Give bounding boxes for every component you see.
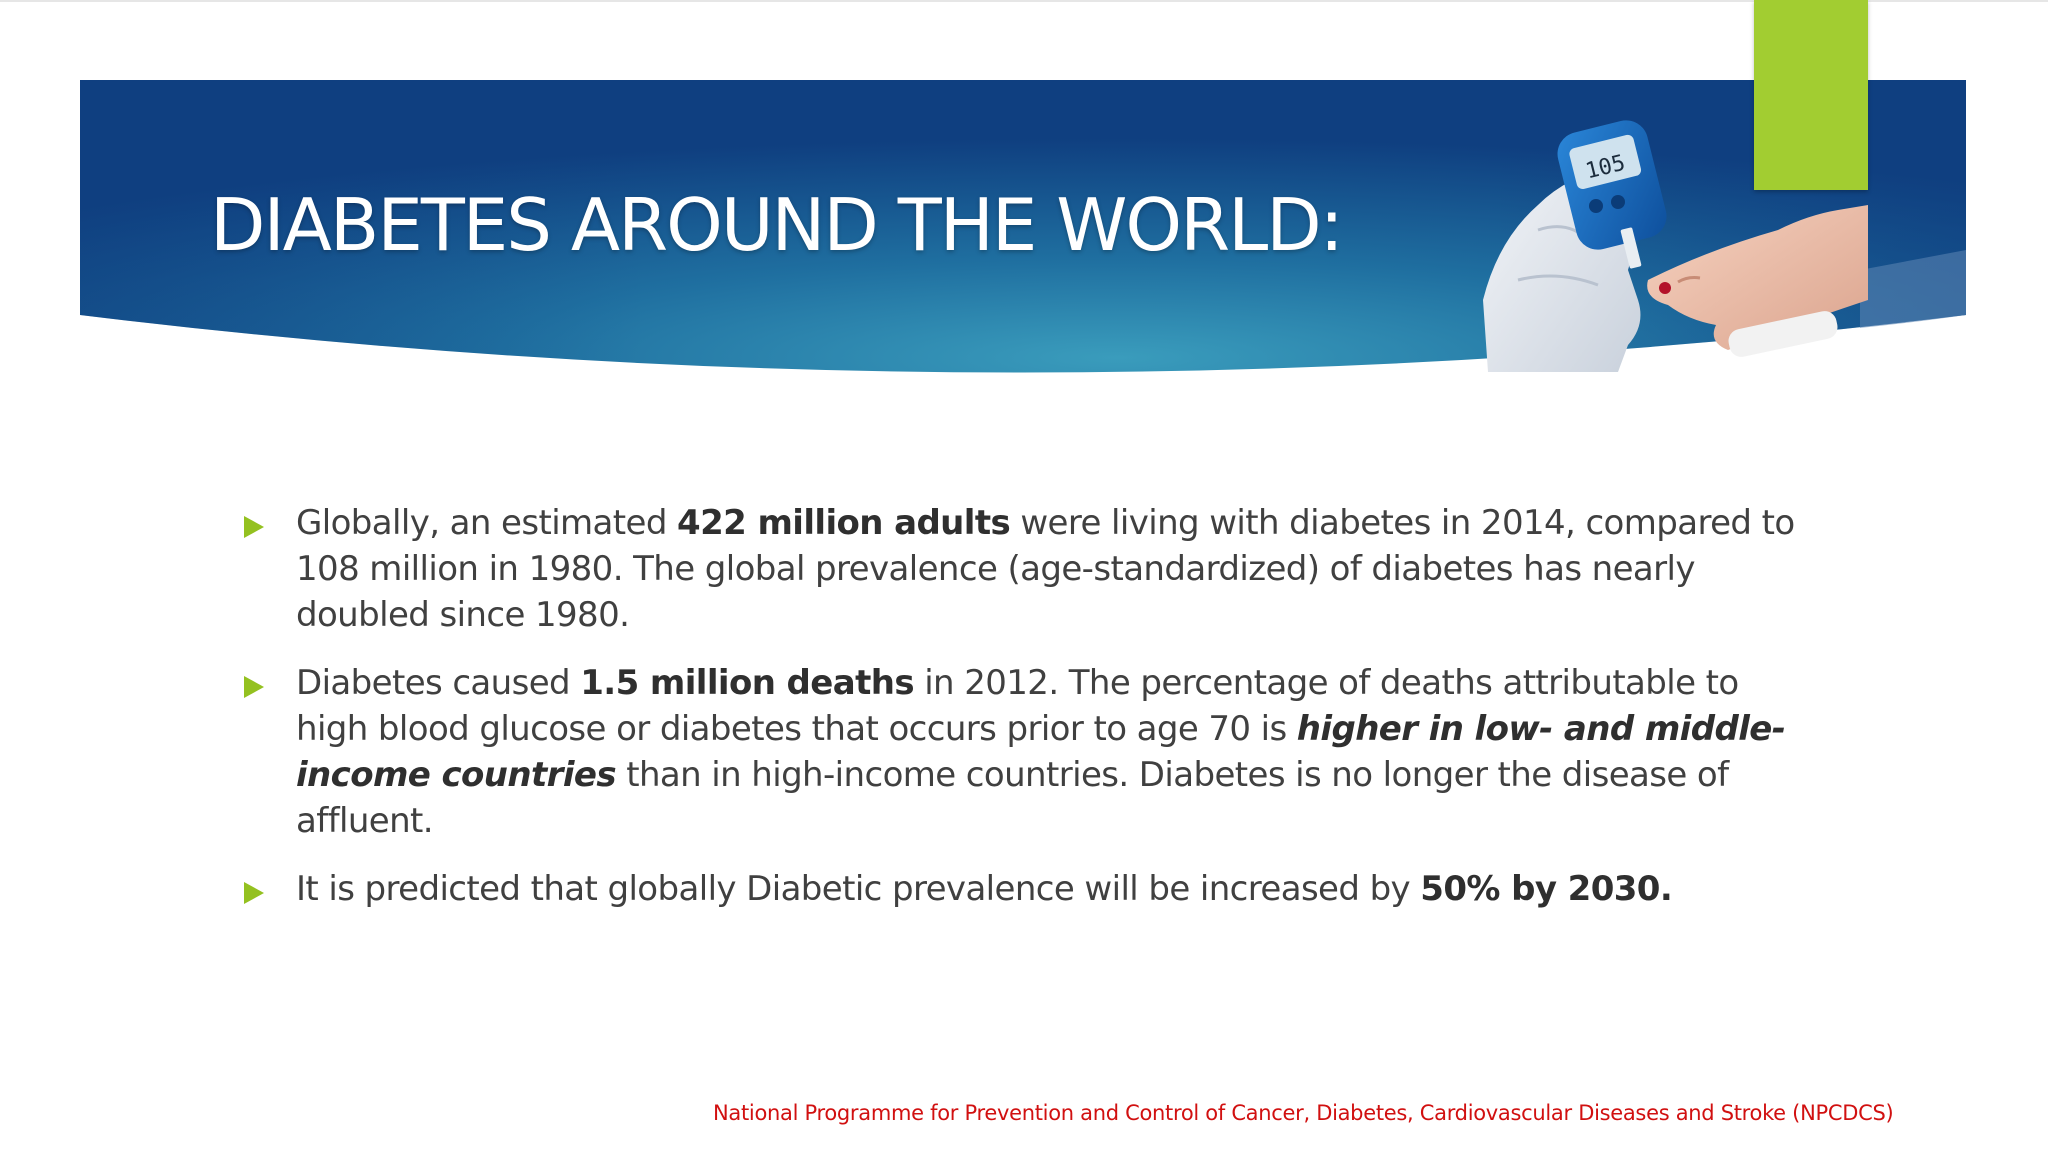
bold-run: 50% by 2030.: [1420, 869, 1673, 909]
bullet-text: [296, 866, 1820, 912]
triangle-right-icon: [244, 882, 264, 904]
triangle-right-icon: [244, 676, 264, 698]
bullet-item: [240, 660, 1820, 844]
footer-source: National Programme for Prevention and Control of Cancer, Diabetes, Cardiovascular Diseases and Stroke (NPCDCS): [713, 1101, 1894, 1125]
text-run: Globally, an estimated: [296, 503, 678, 543]
bold-italic-run: higher in low- and middle-income countries: [296, 709, 1786, 795]
text-run: in 2012. The percentage of deaths attributable to high blood glucose or diabetes that occurs prior to age 70 is: [296, 663, 1739, 749]
text-run: than in high-income countries. Diabetes is no longer the disease of affluent.: [296, 755, 1729, 841]
slide-title: DIABETES AROUND THE WORLD:: [210, 183, 1342, 267]
bullet-item: [240, 866, 1820, 912]
bold-run: 1.5 million deaths: [580, 663, 914, 703]
triangle-right-icon: [244, 516, 264, 538]
bullet-text: [296, 500, 1820, 638]
bullet-text: [296, 660, 1820, 844]
text-run: Diabetes caused: [296, 663, 581, 703]
bullet-item: [240, 500, 1820, 638]
bold-run: 422 million adults: [677, 503, 1011, 543]
text-run: were living with diabetes in 2014, compared to 108 million in 1980. The global prevalence (age-standardized) of diabetes has nearly doubled since 1980.: [296, 503, 1795, 635]
glucometer-reading: 105: [1583, 150, 1628, 185]
accent-tab: [1754, 0, 1868, 190]
text-run: It is predicted that globally Diabetic prevalence will be increased by: [296, 869, 1421, 909]
bullet-list: [240, 500, 1820, 934]
